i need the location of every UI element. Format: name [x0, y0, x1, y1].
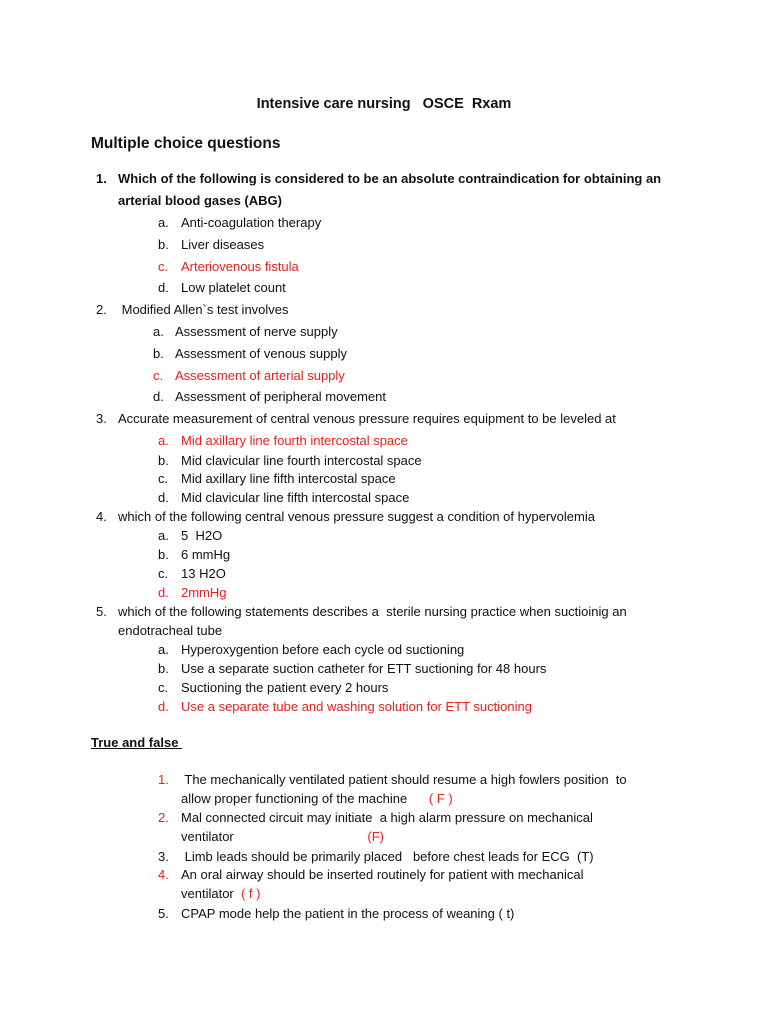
answer-option: Mid clavicular line fifth intercostal space: [181, 490, 410, 505]
statement-text: [181, 886, 260, 902]
option-letter: d.: [158, 585, 169, 600]
statement-text: [181, 772, 627, 788]
option-letter: b.: [158, 453, 169, 468]
option-letter: b.: [153, 346, 164, 361]
statement-text: [181, 829, 384, 845]
question-text: which of the following statements describes a sterile nursing practice when suctioinig an: [118, 604, 627, 619]
answer-option: 5 H2O: [181, 528, 223, 543]
option-letter: a.: [158, 642, 169, 657]
option-letter: a.: [153, 324, 164, 339]
option-letter: a.: [158, 528, 169, 543]
correct-answer: Mid axillary line fourth intercostal space: [181, 433, 408, 448]
option-letter: d.: [158, 699, 169, 714]
answer-option: Suctioning the patient every 2 hours: [181, 680, 389, 695]
question-text: arterial blood gases (ABG): [118, 193, 282, 208]
question-number: 1.: [96, 171, 107, 186]
statement-number: 2.: [158, 810, 169, 825]
statement-number: 5.: [158, 906, 169, 921]
answer-option: Assessment of nerve supply: [175, 324, 338, 339]
statement-line: Limb leads should be primarily placed before chest leads for ECG (T): [181, 849, 594, 864]
statement-answer: ( F ): [428, 791, 453, 806]
statement-line: An oral airway should be inserted routinely for patient with mechanical: [181, 867, 584, 882]
statement-line: CPAP mode help the patient in the process of weaning ( t): [181, 906, 515, 921]
answer-option: Mid clavicular line fourth intercostal space: [181, 453, 422, 468]
question-number: 3.: [96, 411, 107, 426]
option-letter: c.: [158, 680, 169, 695]
statement-number: 3.: [158, 849, 169, 864]
answer-option: Liver diseases: [181, 237, 265, 252]
statement-number: 1.: [158, 772, 169, 787]
answer-option: 6 mmHg: [181, 547, 231, 562]
mcq-heading: Multiple choice questions: [91, 135, 281, 152]
statement-text: [181, 867, 584, 883]
question-number: 5.: [96, 604, 107, 619]
answer-option: Assessment of peripheral movement: [175, 389, 386, 404]
answer-option: Assessment of venous supply: [175, 346, 347, 361]
statement-answer: (F): [367, 829, 384, 844]
answer-option: 13 H2O: [181, 566, 226, 581]
option-letter: b.: [158, 547, 169, 562]
question-number: 2.: [96, 302, 107, 317]
statement-text: [181, 849, 594, 865]
statement-line: ventilator: [181, 829, 368, 844]
option-letter: a.: [158, 433, 169, 448]
answer-option: Low platelet count: [181, 280, 286, 295]
option-letter: b.: [158, 237, 169, 252]
option-letter: d.: [158, 280, 169, 295]
option-letter: c.: [153, 368, 164, 383]
question-text: Which of the following is considered to be an absolute contraindication for obtaining an: [118, 171, 662, 186]
statement-answer: ( f ): [240, 886, 261, 901]
statement-line: ventilator: [181, 886, 241, 901]
statement-text: [181, 791, 453, 807]
option-letter: b.: [158, 661, 169, 676]
option-letter: d.: [158, 490, 169, 505]
option-letter: c.: [158, 471, 169, 486]
question-text: Modified Allen`s test involves: [118, 302, 289, 317]
statement-number: 4.: [158, 867, 169, 882]
statement-text: [181, 810, 593, 826]
answer-option: Use a separate suction catheter for ETT suctioning for 48 hours: [181, 661, 547, 676]
statement-text: [181, 906, 514, 922]
statement-line: Mal connected circuit may initiate a high alarm pressure on mechanical: [181, 810, 593, 825]
correct-answer: Arteriovenous fistula: [181, 259, 299, 274]
true-false-heading: True and false: [91, 735, 183, 750]
correct-answer: Use a separate tube and washing solution for ETT suctioning: [181, 699, 532, 714]
question-text: which of the following central venous pressure suggest a condition of hypervolemia: [118, 509, 595, 524]
question-text: endotracheal tube: [118, 623, 223, 638]
option-letter: c.: [158, 566, 169, 581]
correct-answer: 2mmHg: [181, 585, 227, 600]
answer-option: Anti-coagulation therapy: [181, 215, 322, 230]
option-letter: c.: [158, 259, 169, 274]
correct-answer: Assessment of arterial supply: [175, 368, 345, 383]
option-letter: a.: [158, 215, 169, 230]
exam-title: Intensive care nursing OSCE Rxam: [256, 96, 512, 112]
statement-line: allow proper functioning of the machine: [181, 791, 429, 806]
question-text: Accurate measurement of central venous pressure requires equipment to be leveled at: [118, 411, 616, 426]
statement-line: The mechanically ventilated patient should resume a high fowlers position to: [181, 772, 627, 787]
question-number: 4.: [96, 509, 107, 524]
answer-option: Mid axillary line fifth intercostal space: [181, 471, 396, 486]
answer-option: Hyperoxygention before each cycle od suctioning: [181, 642, 465, 657]
option-letter: d.: [153, 389, 164, 404]
